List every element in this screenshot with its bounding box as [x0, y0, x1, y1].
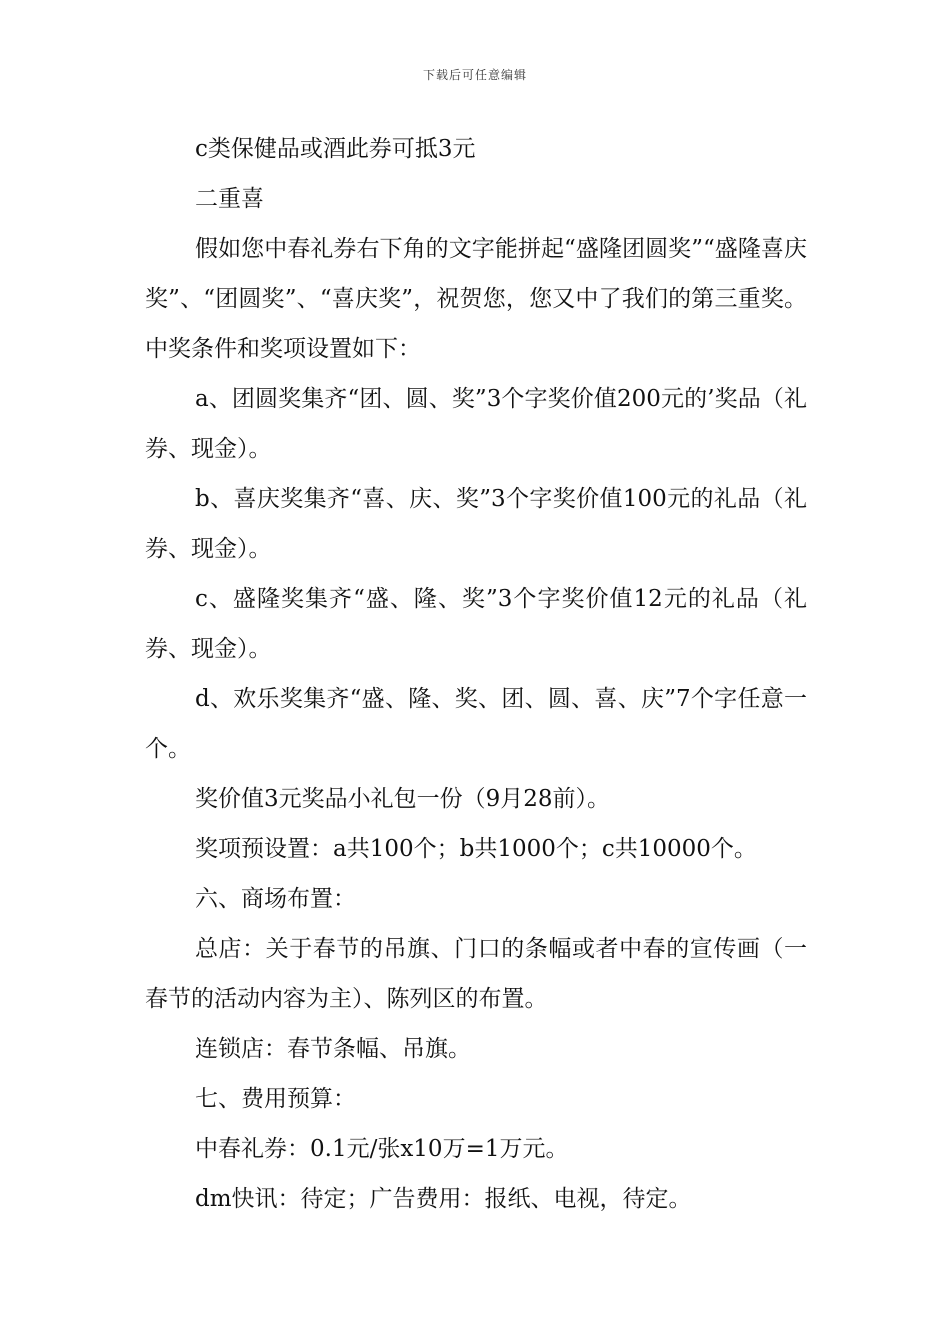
list-item: a、团圆奖集齐“团、圆、奖”3个字奖价值200元的’奖品（礼券、现金）。 — [145, 386, 807, 462]
paragraph: 连锁店：春节条幅、吊旗。 — [195, 1036, 471, 1062]
list-item: d、欢乐奖集齐“盛、隆、奖、团、圆、喜、庆”7个字任意一个。 — [145, 686, 807, 762]
list-item: b、喜庆奖集齐“喜、庆、奖”3个字奖价值100元的礼品（礼券、现金）。 — [145, 486, 807, 562]
paragraph: 假如您中春礼券右下角的文字能拼起“盛隆团圆奖”“盛隆喜庆奖”、“团圆奖”、“喜庆奖”，祝贺您，您又中了我们的第三重奖。中奖条件和奖项设置如下： — [145, 236, 807, 362]
paragraph: dm快讯：待定；广告费用：报纸、电视，待定。 — [195, 1186, 692, 1212]
paragraph: c类保健品或酒此券可抵3元 — [195, 136, 476, 162]
paragraph: 奖项预设置：a共100个；b共1000个；c共10000个。 — [195, 836, 757, 862]
list-item: c、盛隆奖集齐“盛、隆、奖”3个字奖价值12元的礼品（礼券、现金）。 — [145, 586, 807, 662]
paragraph: 奖价值3元奖品小礼包一份（9月28前）。 — [195, 786, 611, 812]
paragraph: 中春礼券：0.1元/张x10万=1万元。 — [195, 1136, 569, 1162]
section-heading: 七、费用预算： — [195, 1086, 356, 1112]
section-heading: 二重喜 — [195, 186, 264, 212]
section-heading: 六、商场布置： — [195, 886, 356, 912]
document-body — [145, 124, 807, 1224]
paragraph: 总店：关于春节的吊旗、门口的条幅或者中春的宣传画（一春节的活动内容为主）、陈列区的布置。 — [145, 936, 807, 1012]
page-header-note: 下载后可任意编辑 — [422, 68, 527, 82]
